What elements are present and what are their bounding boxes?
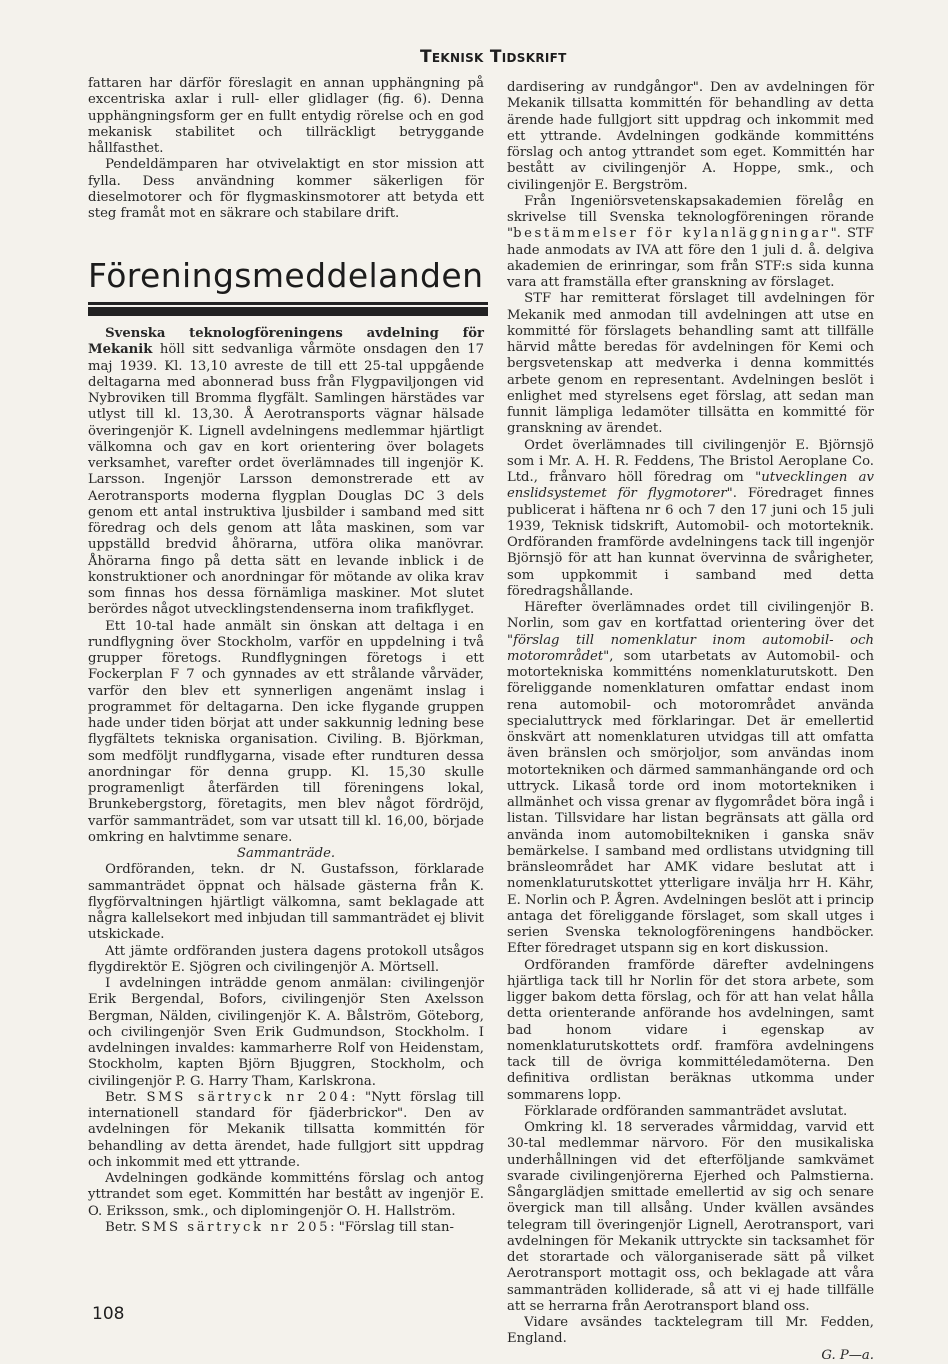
proposal-title: förslag till nomenklatur inom automobil- och motorområdet xyxy=(507,632,874,664)
article-paragraph-3: Ordföranden, tekn. dr N. Gustafsson, förklarade sammanträdet öppnat och hälsade gästerna från K. flygförvaltningen hjärtligt välkomna, samt beklagade att några kallelsekort med inbjudan till sammanträdet ej blivit utskickade. xyxy=(88,862,484,943)
right-paragraph-2: Från Ingeniörsvetenskapsakademien förelåg en skrivelse till Svenska teknologföreningen rörande "bestämmelser för kylanläggningar". STF hade anmodats av IVA att före den 1 juli d. å. delgiva akademien de erinringar, som från STF:s sida kunna vara att framställa efter granskning av förslaget. xyxy=(507,193,874,290)
right-paragraph-8: Omkring kl. 18 serverades vårmiddag, varvid ett 30-tal medlemmar närvoro. För den musikaliska underhållningen vid det efterföljande samkvämet svarade civilingenjörerna Ejerhed och Palmstierna. Sångarglädjen smittade emellertid av sig och senare övergick man till allsång. Under kvällen avsändes telegram till överingenjör Lignell, Aerotransport, vari avdelningen för Mekanik uttryckte sin tacksamhet för det storartade och välorganiserade sätt på vilket Aerotransport mottagit oss, och beklagade att våra sammanträden kolliderade, så att vi ej hade tillfälle att se herrarna från Aerotransport bland oss. xyxy=(507,1120,874,1314)
left-column-intro xyxy=(88,76,484,222)
article-paragraph-1 xyxy=(88,326,484,619)
article-paragraph-2: Ett 10-tal hade anmält sin önskan att deltaga i en rundflygning över Stockholm, varför en uppdelning i två grupper företogs. Rundflygningen företogs i ett Fockerplan F 7 och gynnades av ett strålande vårväder, varför den blev ett synnerligen angenämt inslag i programmet för deltagarna. Den icke flygande gruppen hade under tiden börjat att under sakkunnig ledning bese flygfältets tekniska organisation. Civiling. B. Björkman, som medföljt rundflygarna, visade efter rundturen dessa anordningar för denna grupp. Kl. 15,30 skulle programenligt återfärden till föreningens lokal, Brunkebergstorg, företagits, men blev något fördröjd, varför sammanträdet, som var utsatt till kl. 16,00, började omkring en halvtimme senare. xyxy=(88,618,484,845)
article-paragraph-5: I avdelningen inträdde genom anmälan: civilingenjör Erik Bergendal, Bofors, civilingenjör Sten Axelsson Bergman, Nälden, civilingenjör K. A. Bålström, Göteborg, och civilingenjör Sven Erik Gudmundson, Stockholm. I avdelningen invaldes: kammarherre Rolf von Heidenstam, Stockholm, kapten Björn Bjuggren, Stockholm, och civilingenjör P. G. Harry Tham, Karlskrona. xyxy=(88,976,484,1089)
right-paragraph-7: Förklarade ordföranden sammanträdet avslutat. xyxy=(524,1103,848,1119)
heading-rule xyxy=(88,305,488,316)
article-lead: Svenska teknologföreningens avdelning för Mekanik xyxy=(88,326,484,358)
right-paragraph-3: STF har remitterat förslaget till avdelningen för Mekanik med anmodan till avdelningen att utse en kommitté för förslagets behandling samt att tillfälle härvid måtte beredas för avdelningen för Kemi och bergsvetenskap att medverka i denna kommittés arbete genom en representant. Avdelningen beslöt i enlighet med styrelsens eget förslag, att sedan man funnit lämpliga ledamöter tillsätta en kommitté för granskning av ärendet. xyxy=(507,291,874,437)
article-paragraph-7: Avdelningen godkände kommitténs förslag och antog yttrandet som eget. Kommittén har bestått av ingenjör E. O. Eriksson, smk., och diplomingenjör O. H. Hallström. xyxy=(88,1171,484,1219)
right-paragraph-9: Vidare avsändes tacktelegram till Mr. Fedden, England. xyxy=(507,1315,874,1347)
right-paragraph-4: Ordet överlämnades till civilingenjör E. Björnsjö som i Mr. A. H. R. Feddens, The Bristol Aeroplane Co. Ltd., frånvaro höll föredrag om "utvecklingen av enslidsystemet för flygmotorer". Föredraget finnes publicerat i häftena nr 6 och 7 den 17 juni och 15 juli 1939, Teknisk tidskrift, Automobil- och motorteknik. Ordföranden framförde avdelningens tack till ingenjör Björnsjö för att han kunnat övervinna de svårigheter, som uppkommit i samband med detta föredragshållande. xyxy=(507,437,874,599)
right-column xyxy=(507,80,874,1364)
spaced-term: bestämmelser för kylanläggningar xyxy=(513,226,831,242)
subheading-sammantrade: Sammanträde. xyxy=(236,846,336,861)
article-lead-rest: höll sitt sedvanliga vårmöte onsdagen den 17 maj 1939. Kl. 13,10 avreste de till ett 25-tal uppgående deltagarna med abonnerad buss från Flygpaviljongen vid Nybroviken till Bromma flygfält. Samlingen härstädes var utlyst till kl. 13,30. Å Aerotransports vägnar hälsade överingenjör K. Lignell avdelningens medlemmar hjärtligt välkomna och gav en kort orientering över bolagets verksamhet, varefter ordet överlämnades till ingenjör K. Larsson. Ingenjör Larsson demonstrerade ett av Aerotransports moderna flygplan Douglas DC 3 dels genom ett antal instruktiva ljusbilder i samband med sitt föredrag och dels genom att låta maskinen, som var uppställd bredvid åhörarna, utföra olika manövrar. Åhörarna fingo på detta sätt en levande inblick i de konstruktioner och anordningar för mötande av olika krav som finnas hos dessa förnämliga maskiner. Mot slutet berördes något utvecklingstendenserna inom trafikflyget. xyxy=(88,342,484,618)
article-paragraph-8: Betr. SMS särtryck nr 205: "Förslag till stan- xyxy=(105,1219,454,1235)
right-paragraph-1: dardisering av rundgångor". Den av avdelningen för Mekanik tillsatta kommittén för behandling av detta ärende hade fullgjort sitt uppdrag och inkommit med ett yttrande. Avdelningen godkände kommitténs förslag och antog yttrandet som eget. Kommittén har bestått av civilingenjör A. Hoppe, smk., och civilingenjör E. Bergström. xyxy=(507,80,874,193)
article-paragraph-6: Betr. SMS särtryck nr 204: "Nytt förslag till internationell standard för fjäderbrickor". Den av avdelningen för Mekanik tillsatta kommittén för behandling av detta ärendet, hade fullgjort sitt uppdrag och inkommit med ett yttrande. xyxy=(88,1089,484,1170)
intro-paragraph-2: Pendeldämparen har otvivelaktigt en stor mission att fylla. Dess användning kommer säkerligen för dieselmotorer och för flygmaskinsmotorer att betyda ett steg framåt mot en säkrare och stabilare drift. xyxy=(88,157,484,221)
journal-masthead: Teknisk Tidskrift xyxy=(420,47,567,67)
right-paragraph-6: Ordföranden framförde därefter avdelningens hjärtliga tack till hr Norlin för det stora arbete, som ligger bakom detta förslag, och för att han velat hålla detta orienterande anförande hos avdelningen, samt bad honom vidare i egenskap av nomenklaturutskottets ordf. framföra avdelningens tack till de övriga kommittéledamöterna. Den definitiva ordlistan beräknas utkomma under sommarens lopp. xyxy=(507,957,874,1103)
right-paragraph-5: Härefter överlämnades ordet till civilingenjör B. Norlin, som gav en kortfattad orientering över det "förslag till nomenklatur inom automobil- och motorområdet", som utarbetats av Automobil- och motortekniska kommitténs nomenklaturutskott. Den föreliggande nomenklaturen omfattar endast inom rena automobil- och motorområdet använda specialuttryck med förklaringar. Det är emellertid önskvärt att nomenklaturen utvidgas till att omfatta även bränslen och smörjoljor, som användas inom motortekniken och därmed sammanhängande ord och uttryck. Likaså torde ord inom motortekniken i allmänhet och vissa grenar av flygområdet böra ingå i listan. Tillsvidare har listan begränsats att gälla ord använda inom automobiltekniken i ganska snäv bemärkelse. I samband med ordlistans utvidgning till bränsleområdet har AMK vidare beslutat att i nomenklaturutskottet ytterligare invälja hrr H. Kähr, E. Norlin och P. Ågren. Avdelningen beslöt att i princip antaga det föreliggande förslaget, som skall utges i serien Svenska teknologföreningens handböcker. Efter föredraget utspann sig en kort diskussion. xyxy=(507,600,874,957)
section-heading: Föreningsmeddelanden xyxy=(88,256,484,295)
article-paragraph-4: Att jämte ordföranden justera dagens protokoll utsågos flygdirektör E. Sjögren och civilingenjör A. Mörtsell. xyxy=(88,943,484,975)
lecture-title: utvecklingen av enslidsystemet för flygmotorer xyxy=(507,470,874,502)
sms-reference-204: SMS särtryck nr 204 xyxy=(146,1089,352,1105)
author-signature: G. P—a. xyxy=(821,1347,874,1363)
left-column-article xyxy=(88,326,484,1236)
sms-reference-205: SMS särtryck nr 205 xyxy=(141,1219,331,1235)
intro-paragraph-1: fattaren har därför föreslagit en annan upphängning på excentriska axlar i rull- eller glidlager (fig. 6). Denna upphängningsform ger en fullt entydig rörelse och en god mekanisk stabilitet och tillräckligt betryggande hållfasthet. xyxy=(88,76,484,156)
page-number: 108 xyxy=(92,1304,125,1324)
